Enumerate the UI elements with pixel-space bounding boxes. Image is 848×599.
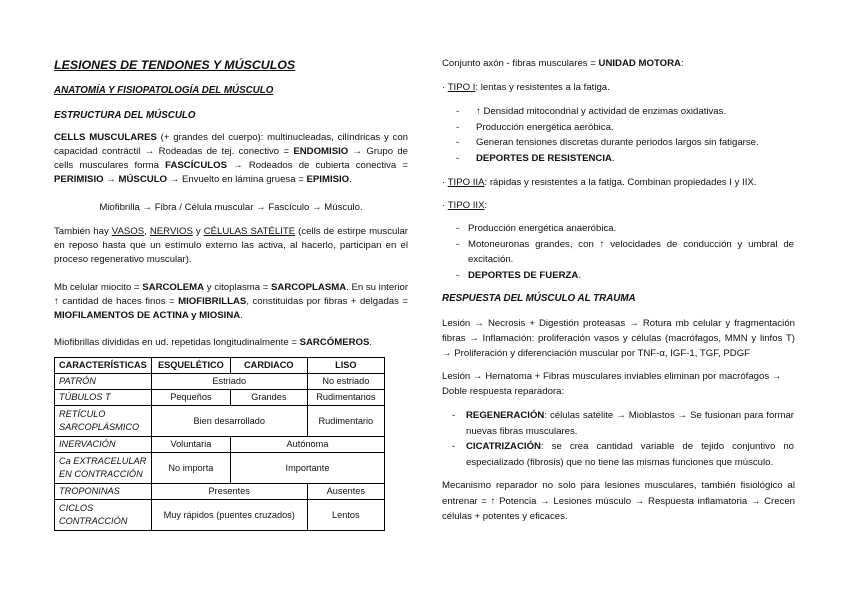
- text: ,: [144, 226, 150, 237]
- term-deportes-fuerza: DEPORTES DE FUERZA: [468, 269, 579, 281]
- row-label-ciclos: CICLOS CONTRACCIÓN: [55, 500, 152, 531]
- text: : rápidas y resistentes a la fatiga. Combinan propiedades I y IIX.: [484, 177, 757, 188]
- term-sarcomeros: SARCÓMEROS: [299, 337, 370, 348]
- table-row: [55, 453, 385, 484]
- list-item: [456, 268, 794, 284]
- section-heading-respuesta: RESPUESTA DEL MÚSCULO AL TRAUMA: [442, 293, 636, 304]
- text: Producción energética aeróbica.: [476, 121, 614, 133]
- text: :: [484, 200, 488, 211]
- text: .: [611, 152, 615, 164]
- section-heading-estructura: ESTRUCTURA DEL MÚSCULO: [54, 110, 196, 121]
- row-label-patron: PATRÓN: [55, 374, 152, 390]
- cell: Voluntaria: [151, 437, 230, 453]
- term-epimisio: EPIMISIO: [306, 174, 350, 185]
- text: .: [369, 337, 373, 348]
- text: Miofibrillas divididas en ud. repetidas longitudinalmente =: [54, 337, 300, 348]
- text: Producción energética anaeróbica.: [468, 223, 617, 234]
- section-subtitle: ANATOMÍA Y FISIOPATOLOGÍA DEL MÚSCULO: [54, 85, 274, 96]
- text: ·: [442, 177, 448, 188]
- text: Conjunto axón - fibras musculares =: [442, 58, 599, 69]
- dash: -: [456, 106, 460, 117]
- term-fasciculos: FASCÍCULOS: [165, 160, 227, 171]
- dash: -: [452, 410, 456, 421]
- cell: No estriado: [307, 374, 384, 390]
- list-item: [456, 135, 796, 151]
- cell: Autónoma: [230, 437, 384, 453]
- paragraph-vasos: [54, 225, 408, 267]
- text: ·: [442, 82, 448, 93]
- document-title: LESIONES DE TENDONES Y MÚSCULOS: [54, 58, 296, 72]
- table-row: [55, 500, 385, 531]
- tipo-i-line: [442, 81, 610, 95]
- dash: -: [452, 441, 456, 452]
- header-cardiaco: CARDIACO: [230, 358, 307, 374]
- term-cells: CELLS MUSCULARES: [54, 132, 157, 143]
- row-label-inervacion: INERVACIÓN: [55, 437, 152, 453]
- text: .: [578, 269, 582, 281]
- term-tipo-iix: TIPO IIX: [447, 200, 485, 211]
- term-unidad-motora: UNIDAD MOTORA: [598, 58, 681, 69]
- dash: -: [456, 269, 460, 281]
- list-item: [452, 439, 794, 470]
- cell: Bien desarrollado: [151, 406, 307, 437]
- cell: Muy rápidos (puentes cruzados): [151, 500, 307, 531]
- text: (cells de estirpe muscular en reposo hasta que un estímulo externo las activa, al hacerlo, participan en el proceso regenerativo muscular).: [54, 226, 408, 265]
- text: : se crea cantidad variable de tejido conjuntivo no especializado (fibrosis) que no tiene las mismas funciones que músculo.: [466, 441, 794, 468]
- cell: Estriado: [151, 374, 307, 390]
- table-row: [55, 437, 385, 453]
- dash: -: [456, 137, 460, 148]
- term-regeneracion: REGENERACIÓN: [466, 410, 545, 421]
- term-celulas-satelite: CÉLULAS SATÉLITE: [203, 226, 296, 237]
- table-header-row: [55, 358, 385, 374]
- list-item: [456, 221, 794, 237]
- respuesta-list: [452, 408, 794, 470]
- dash: -: [456, 238, 460, 250]
- term-sarcoplasma: SARCOPLASMA: [271, 282, 347, 293]
- text: →: [103, 174, 119, 185]
- tipo-iix-list: [456, 221, 794, 283]
- list-item: [452, 408, 794, 439]
- tipo-i-list: [456, 104, 796, 166]
- text: : lentas y resistentes a la fatiga.: [475, 82, 610, 93]
- table-row: [55, 406, 385, 437]
- list-item: [456, 120, 796, 136]
- header-liso: LISO: [307, 358, 384, 374]
- cell: Rudimentario: [307, 406, 384, 437]
- term-perimisio: PERIMISIO: [54, 174, 104, 185]
- text: , constituidas por fibras + delgadas =: [246, 296, 408, 307]
- text: Motoneuronas grandes, con ↑ velocidades de conducción y umbral de excitación.: [468, 238, 794, 265]
- paragraph-cells: [54, 131, 408, 187]
- text: y: [192, 226, 204, 237]
- text: .: [349, 174, 352, 185]
- tipo-iia-line: [442, 176, 756, 190]
- text: :: [680, 58, 684, 69]
- structure-chain: Miofibrilla → Fibra / Célula muscular → Fascículo → Músculo.: [99, 202, 363, 213]
- text: ·: [442, 200, 448, 211]
- row-label-troponinas: TROPONINAS: [55, 484, 152, 500]
- table-row: [55, 484, 385, 500]
- muscle-comparison-table: [54, 357, 385, 531]
- cell: Rudimentarios: [307, 390, 384, 406]
- cell: Lentos: [307, 500, 384, 531]
- text: → Envuelto en lámina gruesa =: [167, 174, 307, 185]
- term-miofilamentos: MIOFILAMENTOS DE ACTINA y MIOSINA: [54, 310, 241, 321]
- term-musculo: MÚSCULO: [118, 174, 168, 185]
- row-label-reticulo: RETÍCULO SARCOPLÁSMICO: [55, 406, 152, 437]
- tipo-iix-line: [442, 199, 487, 213]
- list-item: [456, 151, 796, 167]
- cell: Grandes: [230, 390, 307, 406]
- cell: Ausentes: [307, 484, 384, 500]
- row-label-ca: Ca EXTRACELULAR EN CONTRACCIÓN: [55, 453, 152, 484]
- term-tipo-iia: TIPO IIA: [447, 177, 485, 188]
- paragraph-lesion-necrosis: Lesión → Necrosis + Digestión proteasas → Rotura mb celular y fragmentación fibras → Inflamación: proliferación vasos y células (macrófagos, MMN y linfos T) → Proliferación y diferenciación muscular por TNF-α, IGF-1, TGF, PDGF: [442, 318, 795, 359]
- term-nervios: NERVIOS: [149, 226, 193, 237]
- text: (+ grandes del cuerpo): multinucleadas, cilíndricas y con capacidad contráctil → Rodeadas de tej. conectivo =: [54, 132, 408, 157]
- term-endomisio: ENDOMISIO: [293, 146, 349, 157]
- paragraph-sarcolema: [54, 281, 408, 323]
- term-cicatrizacion: CICATRIZACIÓN: [466, 441, 541, 452]
- term-sarcolema: SARCOLEMA: [142, 282, 205, 293]
- header-caracteristicas: CARACTERÍSTICAS: [55, 358, 152, 374]
- text: → Grupo de cells musculares forma: [54, 146, 408, 171]
- text: : células satélite → Mioblastos → Se fusionan para formar nuevas fibras musculares.: [466, 410, 794, 437]
- text: Generan tensiones discretas durante periodos largos sin fatigarse.: [476, 137, 759, 148]
- text: .: [240, 310, 243, 321]
- list-item: [456, 237, 794, 268]
- text: También hay: [54, 226, 112, 237]
- list-item: [456, 104, 796, 120]
- text: . En su interior ↑ cantidad de haces finos =: [54, 282, 409, 307]
- paragraph-sarcomeros: [54, 336, 408, 350]
- cell: Presentes: [151, 484, 307, 500]
- term-deportes-resistencia: DEPORTES DE RESISTENCIA: [476, 152, 612, 164]
- paragraph-lesion-hematoma: Lesión → Hematoma + Fibras musculares inviables eliminan por macrófagos → Doble respuesta reparadora:: [442, 371, 782, 397]
- text: y citoplasma =: [204, 282, 271, 293]
- cell: Pequeños: [151, 390, 230, 406]
- text: ↑ Densidad mitocondrial y actividad de enzimas oxidativas.: [476, 106, 727, 117]
- term-tipo-i: TIPO I: [447, 82, 476, 93]
- row-label-tubulos: TÚBULOS T: [55, 390, 152, 406]
- paragraph-mecanismo: Mecanismo reparador no solo para lesiones musculares, también fisiológico al entrenar = ↑ Potencia → Lesiones músculo → Respuesta inflamatoria → Crecen células + potentes y eficaces.: [442, 480, 795, 522]
- dash: -: [456, 223, 460, 234]
- dash: -: [456, 152, 460, 164]
- header-esqueletico: ESQUELÉTICO: [151, 358, 230, 374]
- unidad-motora-line: [442, 57, 684, 71]
- table-row: [55, 374, 385, 390]
- dash: -: [456, 121, 460, 133]
- cell: Importante: [230, 453, 384, 484]
- text: → Rodeados de cubierta conectiva =: [226, 160, 408, 171]
- term-miofibrillas: MIOFIBRILLAS: [178, 296, 247, 307]
- table-row: [55, 390, 385, 406]
- cell: No importa: [151, 453, 230, 484]
- term-vasos: VASOS: [111, 226, 145, 237]
- text: Mb celular miocito =: [54, 282, 143, 293]
